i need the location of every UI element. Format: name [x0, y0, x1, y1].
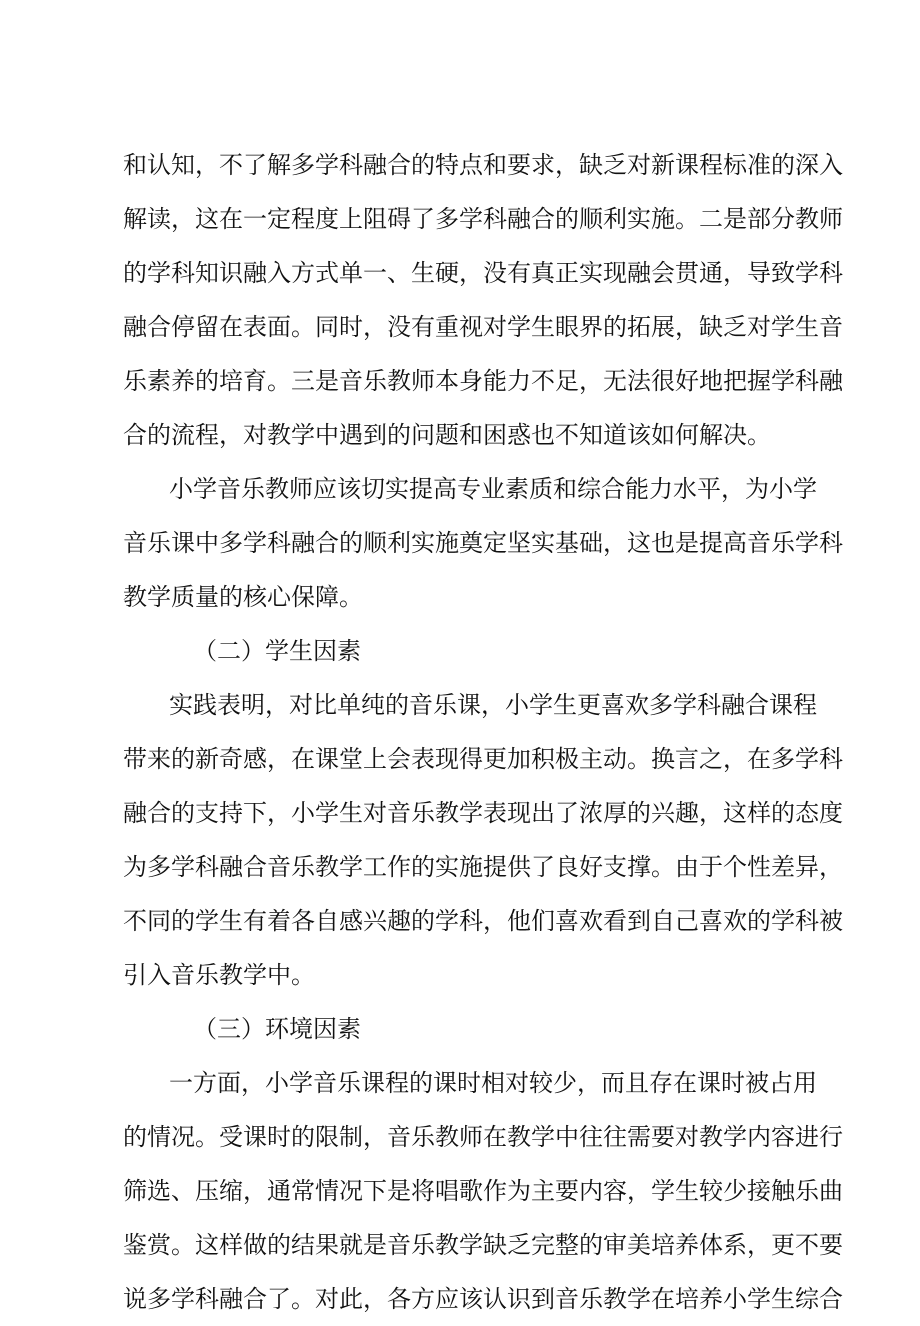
paragraph-line: 带来的新奇感，在课堂上会表现得更加积极主动。换言之，在多学科 [123, 745, 843, 773]
paragraph-line: 为多学科融合音乐教学工作的实施提供了良好支撑。由于个性差异， [123, 853, 843, 881]
paragraph-line: 教学质量的核心保障。 [123, 583, 363, 611]
paragraph-line: 筛选、压缩，通常情况下是将唱歌作为主要内容，学生较少接触乐曲 [123, 1177, 843, 1205]
paragraph-line: 融合的支持下，小学生对音乐教学表现出了浓厚的兴趣，这样的态度 [123, 799, 843, 827]
paragraph-line: 说多学科融合了。对此，各方应该认识到音乐教学在培养小学生综合 [123, 1285, 843, 1313]
paragraph-line: 解读，这在一定程度上阻碍了多学科融合的顺利实施。二是部分教师 [123, 205, 843, 233]
paragraph-teacher-improvement [123, 462, 843, 624]
paragraph-line: 乐素养的培育。三是音乐教师本身能力不足，无法很好地把握学科融 [123, 367, 843, 395]
paragraph-line: 的情况。受课时的限制，音乐教师在教学中往往需要对教学内容进行 [123, 1123, 843, 1151]
document-page [123, 138, 843, 1326]
paragraph-line: 不同的学生有着各自感兴趣的学科，他们喜欢看到自己喜欢的学科被 [123, 907, 843, 935]
section-heading-student-factors: （二）学生因素 [193, 637, 361, 665]
paragraph-teacher-factors-continued [123, 138, 843, 462]
paragraph-student-factors [123, 678, 843, 1002]
paragraph-line: 融合停留在表面。同时，没有重视对学生眼界的拓展，缺乏对学生音 [123, 313, 843, 341]
paragraph-environment-factors [123, 1056, 843, 1326]
paragraph-line: 小学音乐教师应该切实提高专业素质和综合能力水平，为小学 [169, 475, 817, 503]
paragraph-line: 和认知，不了解多学科融合的特点和要求，缺乏对新课程标准的深入 [123, 151, 843, 179]
paragraph-line: 一方面，小学音乐课程的课时相对较少，而且存在课时被占用 [169, 1069, 817, 1097]
section-heading-environment-factors: （三）环境因素 [193, 1015, 361, 1043]
paragraph-line: 实践表明，对比单纯的音乐课，小学生更喜欢多学科融合课程 [169, 691, 817, 719]
paragraph-line: 音乐课中多学科融合的顺利实施奠定坚实基础，这也是提高音乐学科 [123, 529, 843, 557]
paragraph-line: 合的流程，对教学中遇到的问题和困惑也不知道该如何解决。 [123, 421, 771, 449]
paragraph-line: 鉴赏。这样做的结果就是音乐教学缺乏完整的审美培养体系，更不要 [123, 1231, 843, 1259]
paragraph-line: 引入音乐教学中。 [123, 961, 315, 989]
paragraph-line: 的学科知识融入方式单一、生硬，没有真正实现融会贯通，导致学科 [123, 259, 843, 287]
